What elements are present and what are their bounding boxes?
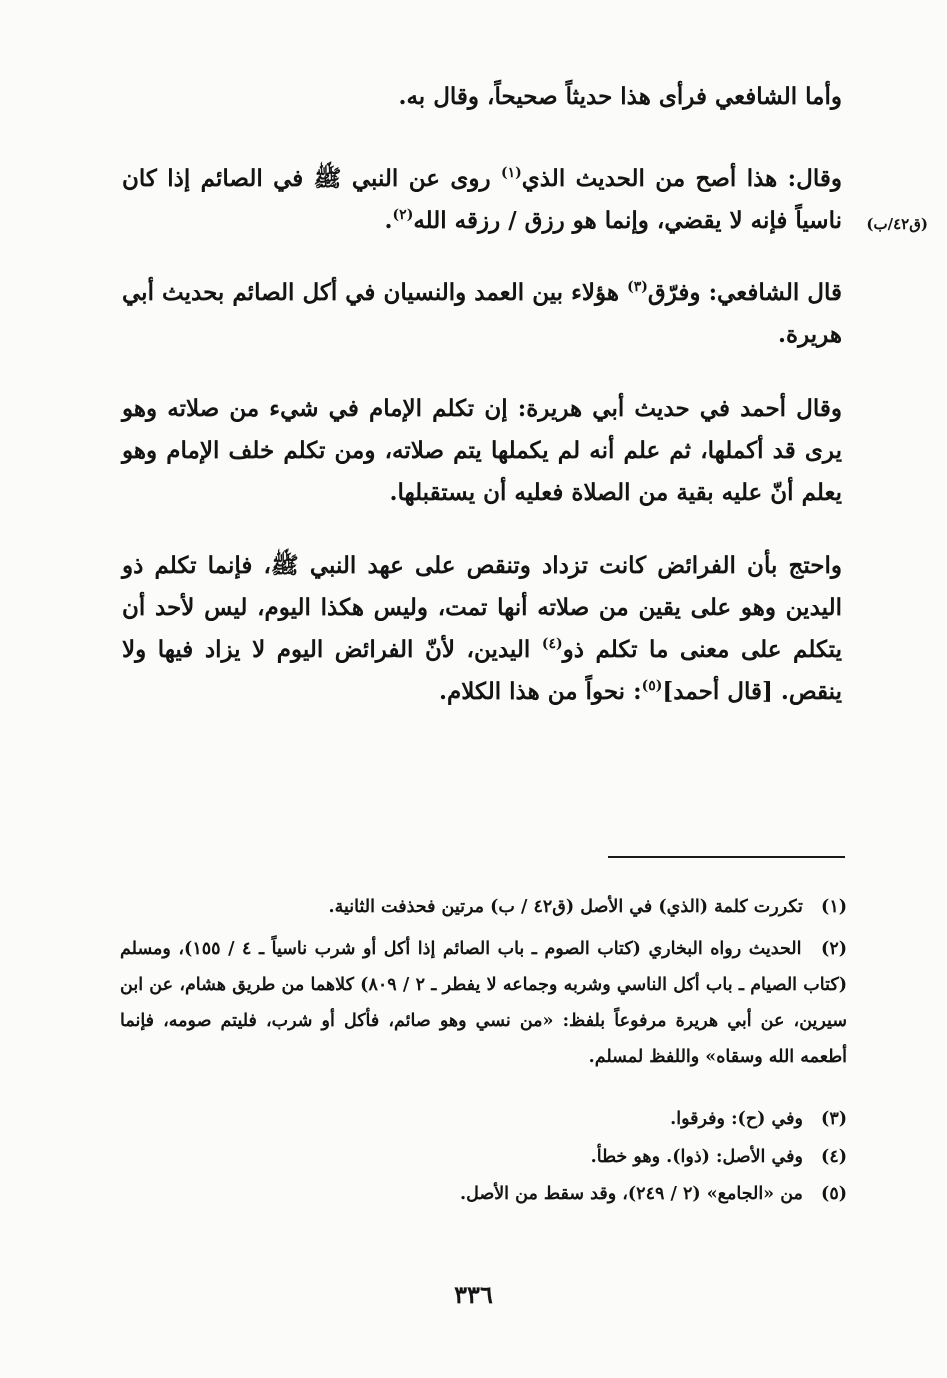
paragraph-text: روى عن النبي ﷺ في الصائم إذا كان ناسياً فإنه لا يقضي، وإنما هو رزق / رزقه الله bbox=[122, 165, 842, 234]
paragraph-text: وقال أحمد في حديث أبي هريرة: إن تكلم الإمام في شيء من صلاته وهو يرى قد أكملها، ثم علم أنه لم يكملها يتم صلاته، ومن تكلم خلف الإمام وهو يعلم أنّ عليه بقية من الصلاة فعليه أن يستقبلها. bbox=[122, 395, 842, 506]
paragraph-text: . bbox=[384, 207, 393, 234]
footnote-text: الحديث رواه البخاري (كتاب الصوم ـ باب الصائم إذا أكل أو شرب ناسياً ـ ٤ / ١٥٥)، ومسلم (كتاب الصيام ـ باب أكل الناسي وشربه وجماعه لا يفطر ـ ٢ / ٨٠٩) كلاهما من طريق هشام، عن ابن سيرين، عن أبي هريرة مرفوعاً بلفظ: «من نسي وهو صائم، فأكل أو شرب، فليتم صومه، فإنما أطعمه الله وسقاه» واللفظ لمسلم. bbox=[120, 939, 847, 1067]
footnote-ref-3[interactable]: (٣) bbox=[627, 279, 648, 295]
paragraph-text: اليدين، لأنّ الفرائض اليوم لا يزاد فيها ولا ينقص. [قال أحمد] bbox=[122, 636, 842, 705]
footnote-5 bbox=[370, 1176, 847, 1212]
paragraph-2 bbox=[122, 158, 842, 242]
footnote-ref-4[interactable]: (٤) bbox=[541, 636, 563, 652]
paragraph-text: واحتج بأن الفرائض كانت تزداد وتنقص على عهد النبي ﷺ، فإنما تكلم ذو اليدين وهو على يقين من صلاته أنها تمت، وليس هكذا اليوم، ليس لأحد أن يتكلم على معنى ما تكلم ذو bbox=[122, 552, 842, 663]
footnote-number: (٤) bbox=[821, 1147, 847, 1167]
footnote-number: (١) bbox=[821, 897, 847, 917]
footnote-text: من «الجامع» (٢ / ٢٤٩)، وقد سقط من الأصل. bbox=[460, 1184, 803, 1204]
paragraph-text: قال الشافعي: وفرّق bbox=[647, 279, 843, 306]
paragraph-text: وقال: هذا أصح من الحديث الذي bbox=[521, 165, 842, 192]
footnote-3 bbox=[580, 1101, 847, 1137]
paragraph-1 bbox=[122, 76, 842, 118]
paragraph-3 bbox=[122, 272, 842, 356]
paragraph-5 bbox=[122, 545, 842, 713]
footnote-ref-2[interactable]: (٢) bbox=[392, 207, 414, 223]
footnote-separator bbox=[608, 856, 845, 858]
footnote-2 bbox=[120, 931, 847, 1075]
paragraph-4 bbox=[122, 388, 842, 514]
footnote-text: تكررت كلمة (الذي) في الأصل (ق٤٢ / ب) مرتين فحذفت الثانية. bbox=[328, 897, 803, 917]
footnote-number: (٥) bbox=[821, 1184, 847, 1204]
paragraph-text: هؤلاء بين العمد والنسيان في أكل الصائم بحديث أبي هريرة. bbox=[122, 279, 842, 348]
footnote-text: وفي (ح): وفرقوا. bbox=[670, 1109, 803, 1129]
footnote-number: (٣) bbox=[821, 1109, 847, 1129]
page-number: ٣٣٦ bbox=[454, 1280, 493, 1309]
paragraph-text: وأما الشافعي فرأى هذا حديثاً صحيحاً، وقال به. bbox=[398, 83, 842, 110]
footnote-4 bbox=[480, 1139, 847, 1175]
paragraph-text: : نحواً من هذا الكلام. bbox=[439, 678, 642, 705]
footnote-1 bbox=[255, 889, 847, 925]
footnote-ref-1[interactable]: (١) bbox=[500, 165, 522, 181]
manuscript-folio-note: (ق٤٢/ب) bbox=[866, 215, 928, 233]
footnote-ref-5[interactable]: (٥) bbox=[641, 678, 663, 694]
footnote-number: (٢) bbox=[821, 939, 848, 959]
footnote-text: وفي الأصل: (ذوا). وهو خطأ. bbox=[590, 1147, 803, 1167]
